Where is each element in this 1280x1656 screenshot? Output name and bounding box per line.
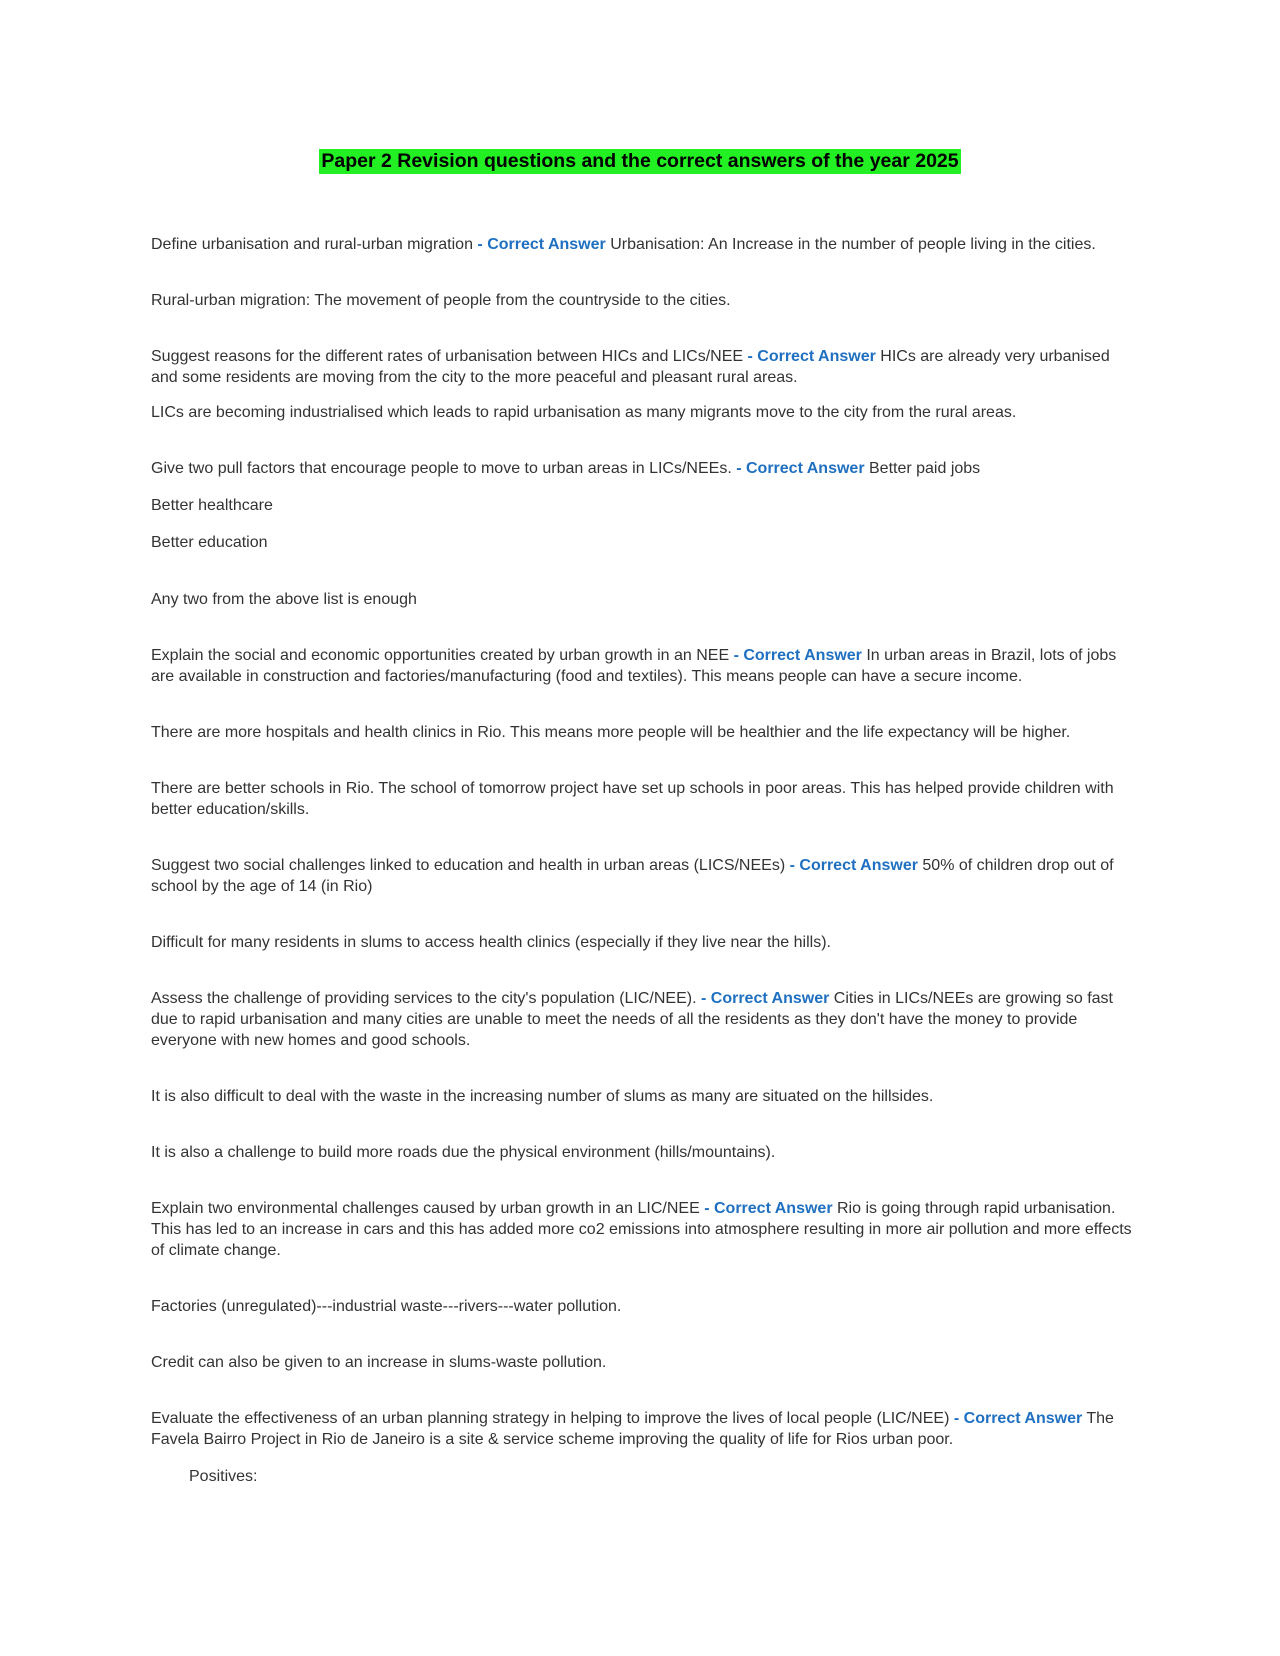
- title-wrap: [0, 149, 1280, 174]
- question-text: Explain two environmental challenges caused by urban growth in an LIC/NEE: [151, 1200, 700, 1217]
- page-title: Paper 2 Revision questions and the correct answers of the year 2025: [321, 150, 959, 172]
- qa-item: [151, 346, 1136, 388]
- answer-text: Urbanisation: An Increase in the number of people living in the cities.: [610, 236, 1096, 253]
- answer-paragraph: There are better schools in Rio. The school of tomorrow project have set up schools in poor areas. This has helped provide children with better education/skills.: [151, 780, 1114, 818]
- answer-text: 50% of children drop out of school by the age of 14 (in Rio): [151, 857, 1114, 895]
- answer-paragraph: Positives:: [189, 1468, 258, 1485]
- qa-item: [151, 458, 1136, 479]
- qa-item: [151, 1408, 1136, 1450]
- answer-paragraph: Difficult for many residents in slums to access health clinics (especially if they live near the hills).: [151, 934, 831, 951]
- answer-text: HICs are already very urbanised and some residents are moving from the city to the more peaceful and pleasant rural areas.: [151, 348, 1110, 386]
- question-text: Explain the social and economic opportunities created by urban growth in an NEE: [151, 647, 730, 664]
- answer-text: In urban areas in Brazil, lots of jobs are available in construction and factories/manufacturing (food and textiles). This means people can have a secure income.: [151, 647, 1117, 685]
- answer-paragraph: Rural-urban migration: The movement of people from the countryside to the cities.: [151, 292, 731, 309]
- answer-paragraph: Any two from the above list is enough: [151, 591, 417, 608]
- correct-answer-label: - Correct Answer: [736, 460, 865, 477]
- correct-answer-label: - Correct Answer: [477, 236, 606, 253]
- qa-item: [151, 855, 1136, 897]
- correct-answer-label: - Correct Answer: [701, 990, 830, 1007]
- question-text: Define urbanisation and rural-urban migration: [151, 236, 473, 253]
- answer-paragraph: There are more hospitals and health clinics in Rio. This means more people will be healthier and the life expectancy will be higher.: [151, 724, 1071, 741]
- correct-answer-label: - Correct Answer: [953, 1410, 1083, 1427]
- correct-answer-label: - Correct Answer: [789, 857, 918, 874]
- correct-answer-label: - Correct Answer: [704, 1200, 833, 1217]
- answer-text: Cities in LICs/NEEs are growing so fast due to rapid urbanisation and many cities are unable to meet the needs of all the residents as they don't have the money to provide everyone with new homes and good schools.: [151, 990, 1113, 1049]
- correct-answer-label: - Correct Answer: [733, 647, 862, 664]
- qa-item: [151, 234, 1136, 255]
- answer-paragraph: Better healthcare: [151, 497, 273, 514]
- question-text: Suggest two social challenges linked to education and health in urban areas (LICS/NEEs): [151, 857, 786, 874]
- qa-item: [151, 645, 1136, 687]
- question-text: Give two pull factors that encourage people to move to urban areas in LICs/NEEs.: [151, 460, 732, 477]
- qa-item: [151, 1198, 1136, 1261]
- answer-paragraph: It is also a challenge to build more roads due the physical environment (hills/mountains).: [151, 1144, 776, 1161]
- question-text: Evaluate the effectiveness of an urban planning strategy in helping to improve the lives of local people (LIC/NEE): [151, 1410, 950, 1427]
- answer-text: Rio is going through rapid urbanisation. This has led to an increase in cars and this has added more co2 emissions into atmosphere resulting in more air pollution and more effects of climate change.: [151, 1200, 1132, 1259]
- correct-answer-label: - Correct Answer: [747, 348, 876, 365]
- qa-item: [151, 988, 1136, 1051]
- answer-paragraph: It is also difficult to deal with the waste in the increasing number of slums as many are situated on the hillsides.: [151, 1088, 934, 1105]
- answer-paragraph: Better education: [151, 534, 268, 551]
- answer-paragraph: Factories (unregulated)---industrial waste---rivers---water pollution.: [151, 1298, 622, 1315]
- question-text: Assess the challenge of providing services to the city's population (LIC/NEE).: [151, 990, 697, 1007]
- answer-text: The Favela Bairro Project in Rio de Janeiro is a site & service scheme improving the quality of life for Rios urban poor.: [151, 1410, 1114, 1448]
- answer-text: Better paid jobs: [869, 460, 981, 477]
- question-text: Suggest reasons for the different rates of urbanisation between HICs and LICs/NEE: [151, 348, 744, 365]
- answer-paragraph: LICs are becoming industrialised which leads to rapid urbanisation as many migrants move to the city from the rural areas.: [151, 404, 1017, 421]
- answer-paragraph: Credit can also be given to an increase in slums-waste pollution.: [151, 1354, 607, 1371]
